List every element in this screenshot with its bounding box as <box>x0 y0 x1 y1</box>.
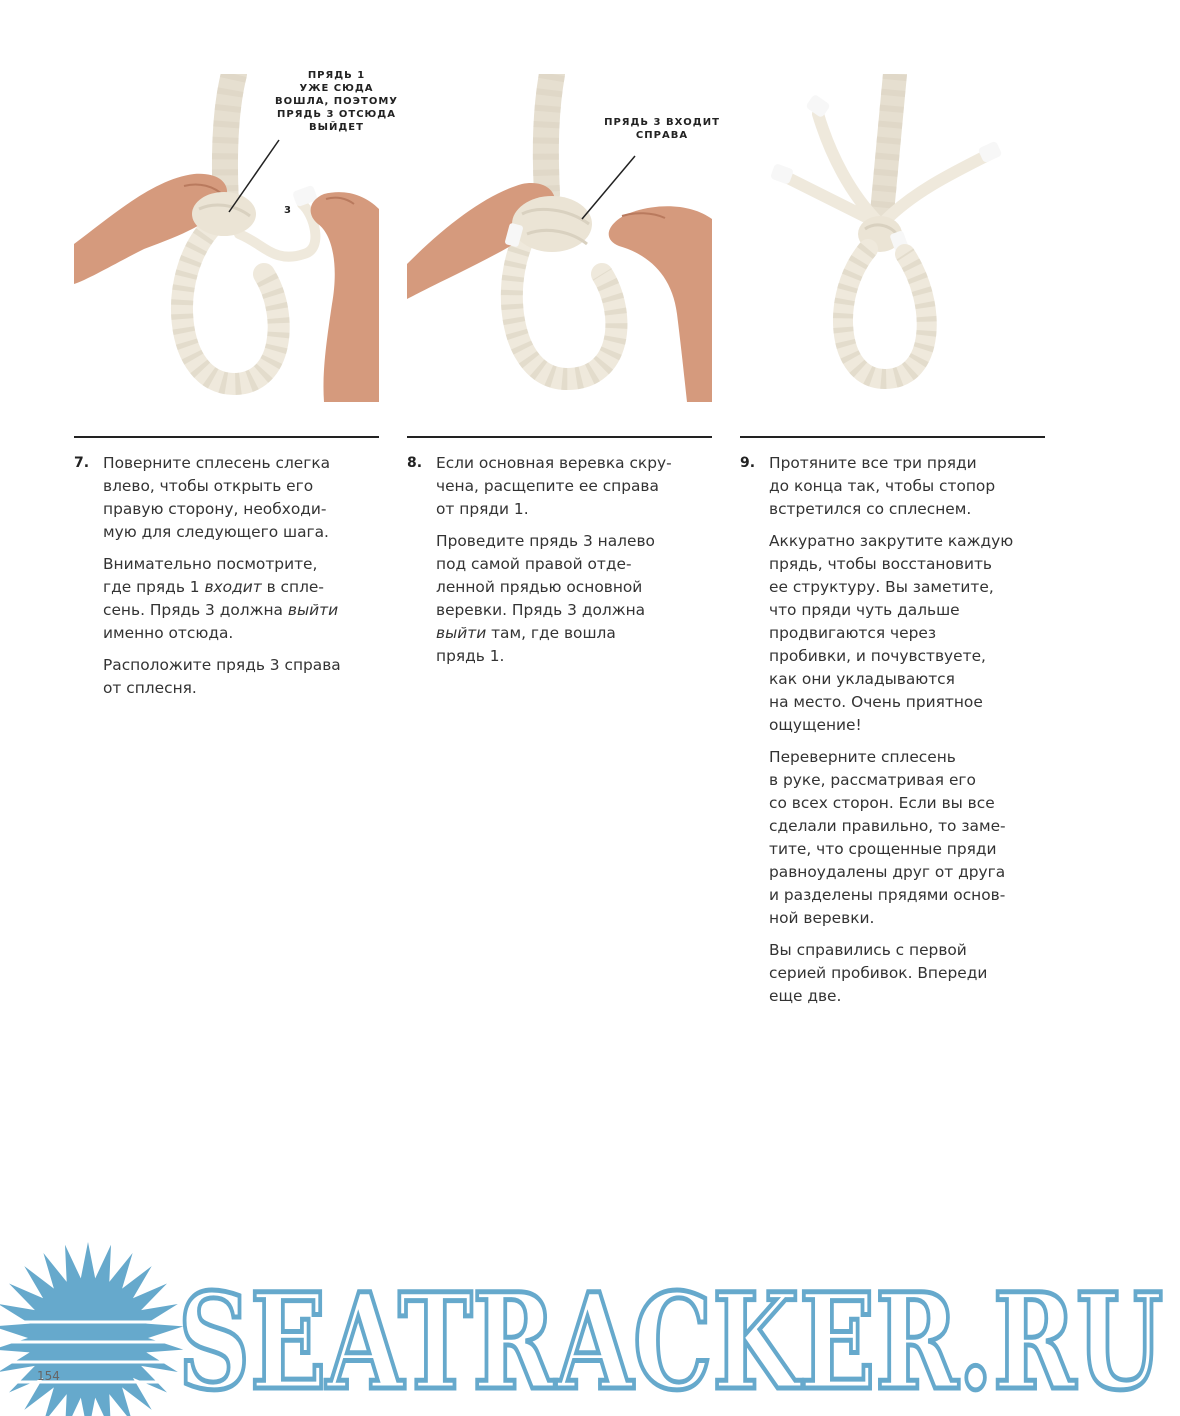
step-number: 7. <box>74 455 90 471</box>
step-8-photo <box>407 74 720 402</box>
step-divider <box>407 436 712 438</box>
step-paragraph: Переверните сплесень в руке, рассматривая его со всех сторон. Если вы все сделали правильно, то заме- тите, что срощенные пряди равноудалены друг от друга и разделены прядями основ- ной веревки. <box>769 748 1006 927</box>
step-paragraph: Поверните сплесень слегка влево, чтобы открыть его правую сторону, необходи- мую для следующего шага. <box>103 454 331 541</box>
step-paragraph: Вы справились с первой серией пробивок. Впереди еще две. <box>769 941 988 1005</box>
step-9-photo <box>740 74 1045 402</box>
watermark-text: SEATRACKER.RU <box>178 1265 1163 1416</box>
step-paragraph: Протяните все три пряди до конца так, чтобы стопор встретился со сплеснем. <box>769 454 996 518</box>
seatracker-watermark <box>0 1238 1180 1416</box>
step-paragraph: Аккуратно закрутите каждую прядь, чтобы восстановить ее структуру. Вы заметите, что пряди чуть дальше продвигаются через пробивки, и почувствуете, как они укладываются на место. Очень приятное ощущение! <box>769 532 1014 734</box>
step-9-column <box>740 74 1045 1005</box>
step-8-column <box>407 74 720 665</box>
step-paragraph: Если основная веревка скру- чена, расщепите ее справа от пряди 1. <box>436 454 672 518</box>
sun-logo-icon <box>0 1242 200 1416</box>
step-divider <box>740 436 1045 438</box>
rope-splice-illustration <box>740 74 1045 402</box>
callout-strand-3-right: ПРЯДЬ 3 ВХОДИТ СПРАВА <box>604 117 720 141</box>
step-7 <box>74 452 379 709</box>
step-number: 9. <box>740 455 756 471</box>
step-number: 8. <box>407 455 423 471</box>
step-7-photo <box>74 70 398 402</box>
page-number: 154 <box>37 1369 60 1383</box>
step-9 <box>740 452 1045 1017</box>
callout-strand-3: 3 <box>284 205 292 216</box>
callout-strand-1: ПРЯДЬ 1 УЖЕ СЮДА ВОШЛА, ПОЭТОМУ ПРЯДЬ 3 ОТСЮДА ВЫЙДЕТ <box>275 70 398 133</box>
step-7-column <box>74 70 398 697</box>
step-8 <box>407 452 712 677</box>
step-paragraph: Расположите прядь 3 справа от сплесня. <box>103 656 341 697</box>
step-paragraph: Внимательно посмотрите, где прядь 1 входит в спле- сень. Прядь 3 должна выйти именно отсюда. <box>103 555 339 642</box>
step-paragraph: Проведите прядь 3 налево под самой правой отде- ленной прядью основной веревки. Прядь 3 должна выйти там, где вошла прядь 1. <box>436 532 655 665</box>
step-divider <box>74 436 379 438</box>
